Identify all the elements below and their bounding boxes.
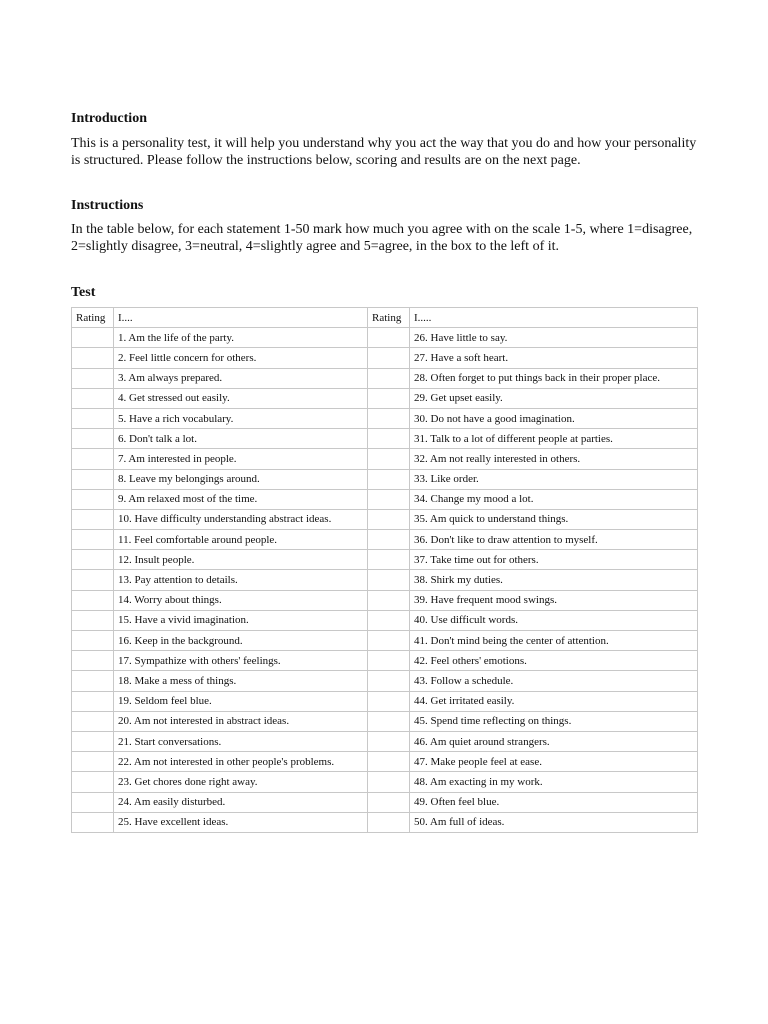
statement-cell: 38. Shirk my duties. (410, 570, 698, 590)
rating-cell[interactable] (368, 469, 410, 489)
statement-cell: 27. Have a soft heart. (410, 348, 698, 368)
statement-cell: 28. Often forget to put things back in their proper place. (410, 368, 698, 388)
table-row (72, 792, 698, 812)
statement-cell: 12. Insult people. (114, 550, 368, 570)
statement-cell: 14. Worry about things. (114, 590, 368, 610)
rating-cell[interactable] (72, 651, 114, 671)
table-row (72, 530, 698, 550)
statement-cell: 36. Don't like to draw attention to myself. (410, 530, 698, 550)
statement-cell: 13. Pay attention to details. (114, 570, 368, 590)
rating-cell[interactable] (368, 731, 410, 751)
statement-cell: 45. Spend time reflecting on things. (410, 711, 698, 731)
rating-cell[interactable] (368, 590, 410, 610)
table-row (72, 610, 698, 630)
rating-cell[interactable] (368, 449, 410, 469)
table-row (72, 368, 698, 388)
rating-cell[interactable] (368, 408, 410, 428)
rating-cell[interactable] (72, 530, 114, 550)
statement-cell: 9. Am relaxed most of the time. (114, 489, 368, 509)
rating-cell[interactable] (72, 792, 114, 812)
statement-cell: 6. Don't talk a lot. (114, 429, 368, 449)
table-row (72, 348, 698, 368)
statement-cell: 23. Get chores done right away. (114, 772, 368, 792)
statement-cell: 35. Am quick to understand things. (410, 509, 698, 529)
rating-cell[interactable] (368, 752, 410, 772)
statement-cell: 25. Have excellent ideas. (114, 812, 368, 832)
table-row (72, 328, 698, 348)
rating-cell[interactable] (368, 550, 410, 570)
statement-cell: 1. Am the life of the party. (114, 328, 368, 348)
statement-cell: 37. Take time out for others. (410, 550, 698, 570)
statement-cell: 33. Like order. (410, 469, 698, 489)
statement-cell: 8. Leave my belongings around. (114, 469, 368, 489)
test-table-body (72, 328, 698, 833)
statement-header: I.... (114, 308, 368, 328)
rating-cell[interactable] (368, 509, 410, 529)
statement-cell: 31. Talk to a lot of different people at parties. (410, 429, 698, 449)
rating-cell[interactable] (72, 671, 114, 691)
statement-cell: 15. Have a vivid imagination. (114, 610, 368, 630)
table-row (72, 550, 698, 570)
statement-cell: 29. Get upset easily. (410, 388, 698, 408)
rating-cell[interactable] (72, 752, 114, 772)
statement-cell: 16. Keep in the background. (114, 631, 368, 651)
rating-cell[interactable] (72, 590, 114, 610)
rating-cell[interactable] (72, 631, 114, 651)
statement-header: I..... (410, 308, 698, 328)
rating-cell[interactable] (368, 711, 410, 731)
statement-cell: 40. Use difficult words. (410, 610, 698, 630)
statement-cell: 46. Am quiet around strangers. (410, 731, 698, 751)
statement-cell: 7. Am interested in people. (114, 449, 368, 469)
table-row (72, 752, 698, 772)
statement-cell: 32. Am not really interested in others. (410, 449, 698, 469)
table-row (72, 772, 698, 792)
rating-cell[interactable] (368, 388, 410, 408)
table-row (72, 812, 698, 832)
statement-cell: 24. Am easily disturbed. (114, 792, 368, 812)
statement-cell: 26. Have little to say. (410, 328, 698, 348)
statement-cell: 30. Do not have a good imagination. (410, 408, 698, 428)
statement-cell: 21. Start conversations. (114, 731, 368, 751)
table-row (72, 509, 698, 529)
rating-cell[interactable] (72, 772, 114, 792)
statement-cell: 18. Make a mess of things. (114, 671, 368, 691)
rating-cell[interactable] (368, 812, 410, 832)
statement-cell: 11. Feel comfortable around people. (114, 530, 368, 550)
rating-cell[interactable] (368, 631, 410, 651)
statement-cell: 2. Feel little concern for others. (114, 348, 368, 368)
table-row (72, 449, 698, 469)
introduction-heading: Introduction (71, 111, 147, 126)
rating-cell[interactable] (72, 812, 114, 832)
rating-header: Rating (72, 308, 114, 328)
rating-cell[interactable] (72, 691, 114, 711)
rating-cell[interactable] (368, 671, 410, 691)
rating-cell[interactable] (368, 570, 410, 590)
table-header-row (72, 308, 698, 328)
rating-cell[interactable] (72, 388, 114, 408)
statement-cell: 22. Am not interested in other people's problems. (114, 752, 368, 772)
rating-cell[interactable] (368, 348, 410, 368)
statement-cell: 47. Make people feel at ease. (410, 752, 698, 772)
rating-cell[interactable] (368, 368, 410, 388)
statement-cell: 10. Have difficulty understanding abstract ideas. (114, 509, 368, 529)
instructions-text: In the table below, for each statement 1-50 mark how much you agree with on the scale 1-5, where 1=disagree, 2=slightly disagree, 3=neutral, 4=slightly agree and 5=agree, in the box to the left of it. (71, 222, 693, 254)
rating-cell[interactable] (72, 731, 114, 751)
test-heading: Test (71, 285, 96, 300)
statement-cell: 41. Don't mind being the center of attention. (410, 631, 698, 651)
rating-cell[interactable] (72, 489, 114, 509)
rating-header: Rating (368, 308, 410, 328)
table-row (72, 429, 698, 449)
table-row (72, 671, 698, 691)
rating-cell[interactable] (72, 449, 114, 469)
statement-cell: 42. Feel others' emotions. (410, 651, 698, 671)
statement-cell: 44. Get irritated easily. (410, 691, 698, 711)
table-row (72, 408, 698, 428)
statement-cell: 34. Change my mood a lot. (410, 489, 698, 509)
statement-cell: 17. Sympathize with others' feelings. (114, 651, 368, 671)
statement-cell: 48. Am exacting in my work. (410, 772, 698, 792)
table-row (72, 570, 698, 590)
test-table (71, 307, 698, 833)
statement-cell: 19. Seldom feel blue. (114, 691, 368, 711)
statement-cell: 5. Have a rich vocabulary. (114, 408, 368, 428)
table-row (72, 469, 698, 489)
instructions-heading: Instructions (71, 198, 144, 213)
table-row (72, 590, 698, 610)
rating-cell[interactable] (368, 610, 410, 630)
rating-cell[interactable] (368, 530, 410, 550)
rating-cell[interactable] (72, 509, 114, 529)
statement-cell: 3. Am always prepared. (114, 368, 368, 388)
rating-cell[interactable] (72, 711, 114, 731)
statement-cell: 4. Get stressed out easily. (114, 388, 368, 408)
statement-cell: 39. Have frequent mood swings. (410, 590, 698, 610)
table-row (72, 651, 698, 671)
rating-cell[interactable] (368, 792, 410, 812)
table-row (72, 489, 698, 509)
statement-cell: 20. Am not interested in abstract ideas. (114, 711, 368, 731)
rating-cell[interactable] (72, 550, 114, 570)
rating-cell[interactable] (72, 328, 114, 348)
table-row (72, 691, 698, 711)
statement-cell: 43. Follow a schedule. (410, 671, 698, 691)
rating-cell[interactable] (72, 368, 114, 388)
rating-cell[interactable] (72, 429, 114, 449)
rating-cell[interactable] (72, 570, 114, 590)
table-row (72, 731, 698, 751)
rating-cell[interactable] (72, 408, 114, 428)
rating-cell[interactable] (368, 489, 410, 509)
statement-cell: 50. Am full of ideas. (410, 812, 698, 832)
rating-cell[interactable] (368, 651, 410, 671)
rating-cell[interactable] (368, 328, 410, 348)
statement-cell: 49. Often feel blue. (410, 792, 698, 812)
table-row (72, 388, 698, 408)
table-row (72, 631, 698, 651)
rating-cell[interactable] (72, 469, 114, 489)
introduction-text: This is a personality test, it will help you understand why you act the way that you do and how your personality is structured. Please follow the instructions below, scoring and results are on the next page. (71, 136, 697, 168)
rating-cell[interactable] (72, 348, 114, 368)
rating-cell[interactable] (368, 429, 410, 449)
rating-cell[interactable] (368, 691, 410, 711)
rating-cell[interactable] (368, 772, 410, 792)
table-row (72, 711, 698, 731)
rating-cell[interactable] (72, 610, 114, 630)
